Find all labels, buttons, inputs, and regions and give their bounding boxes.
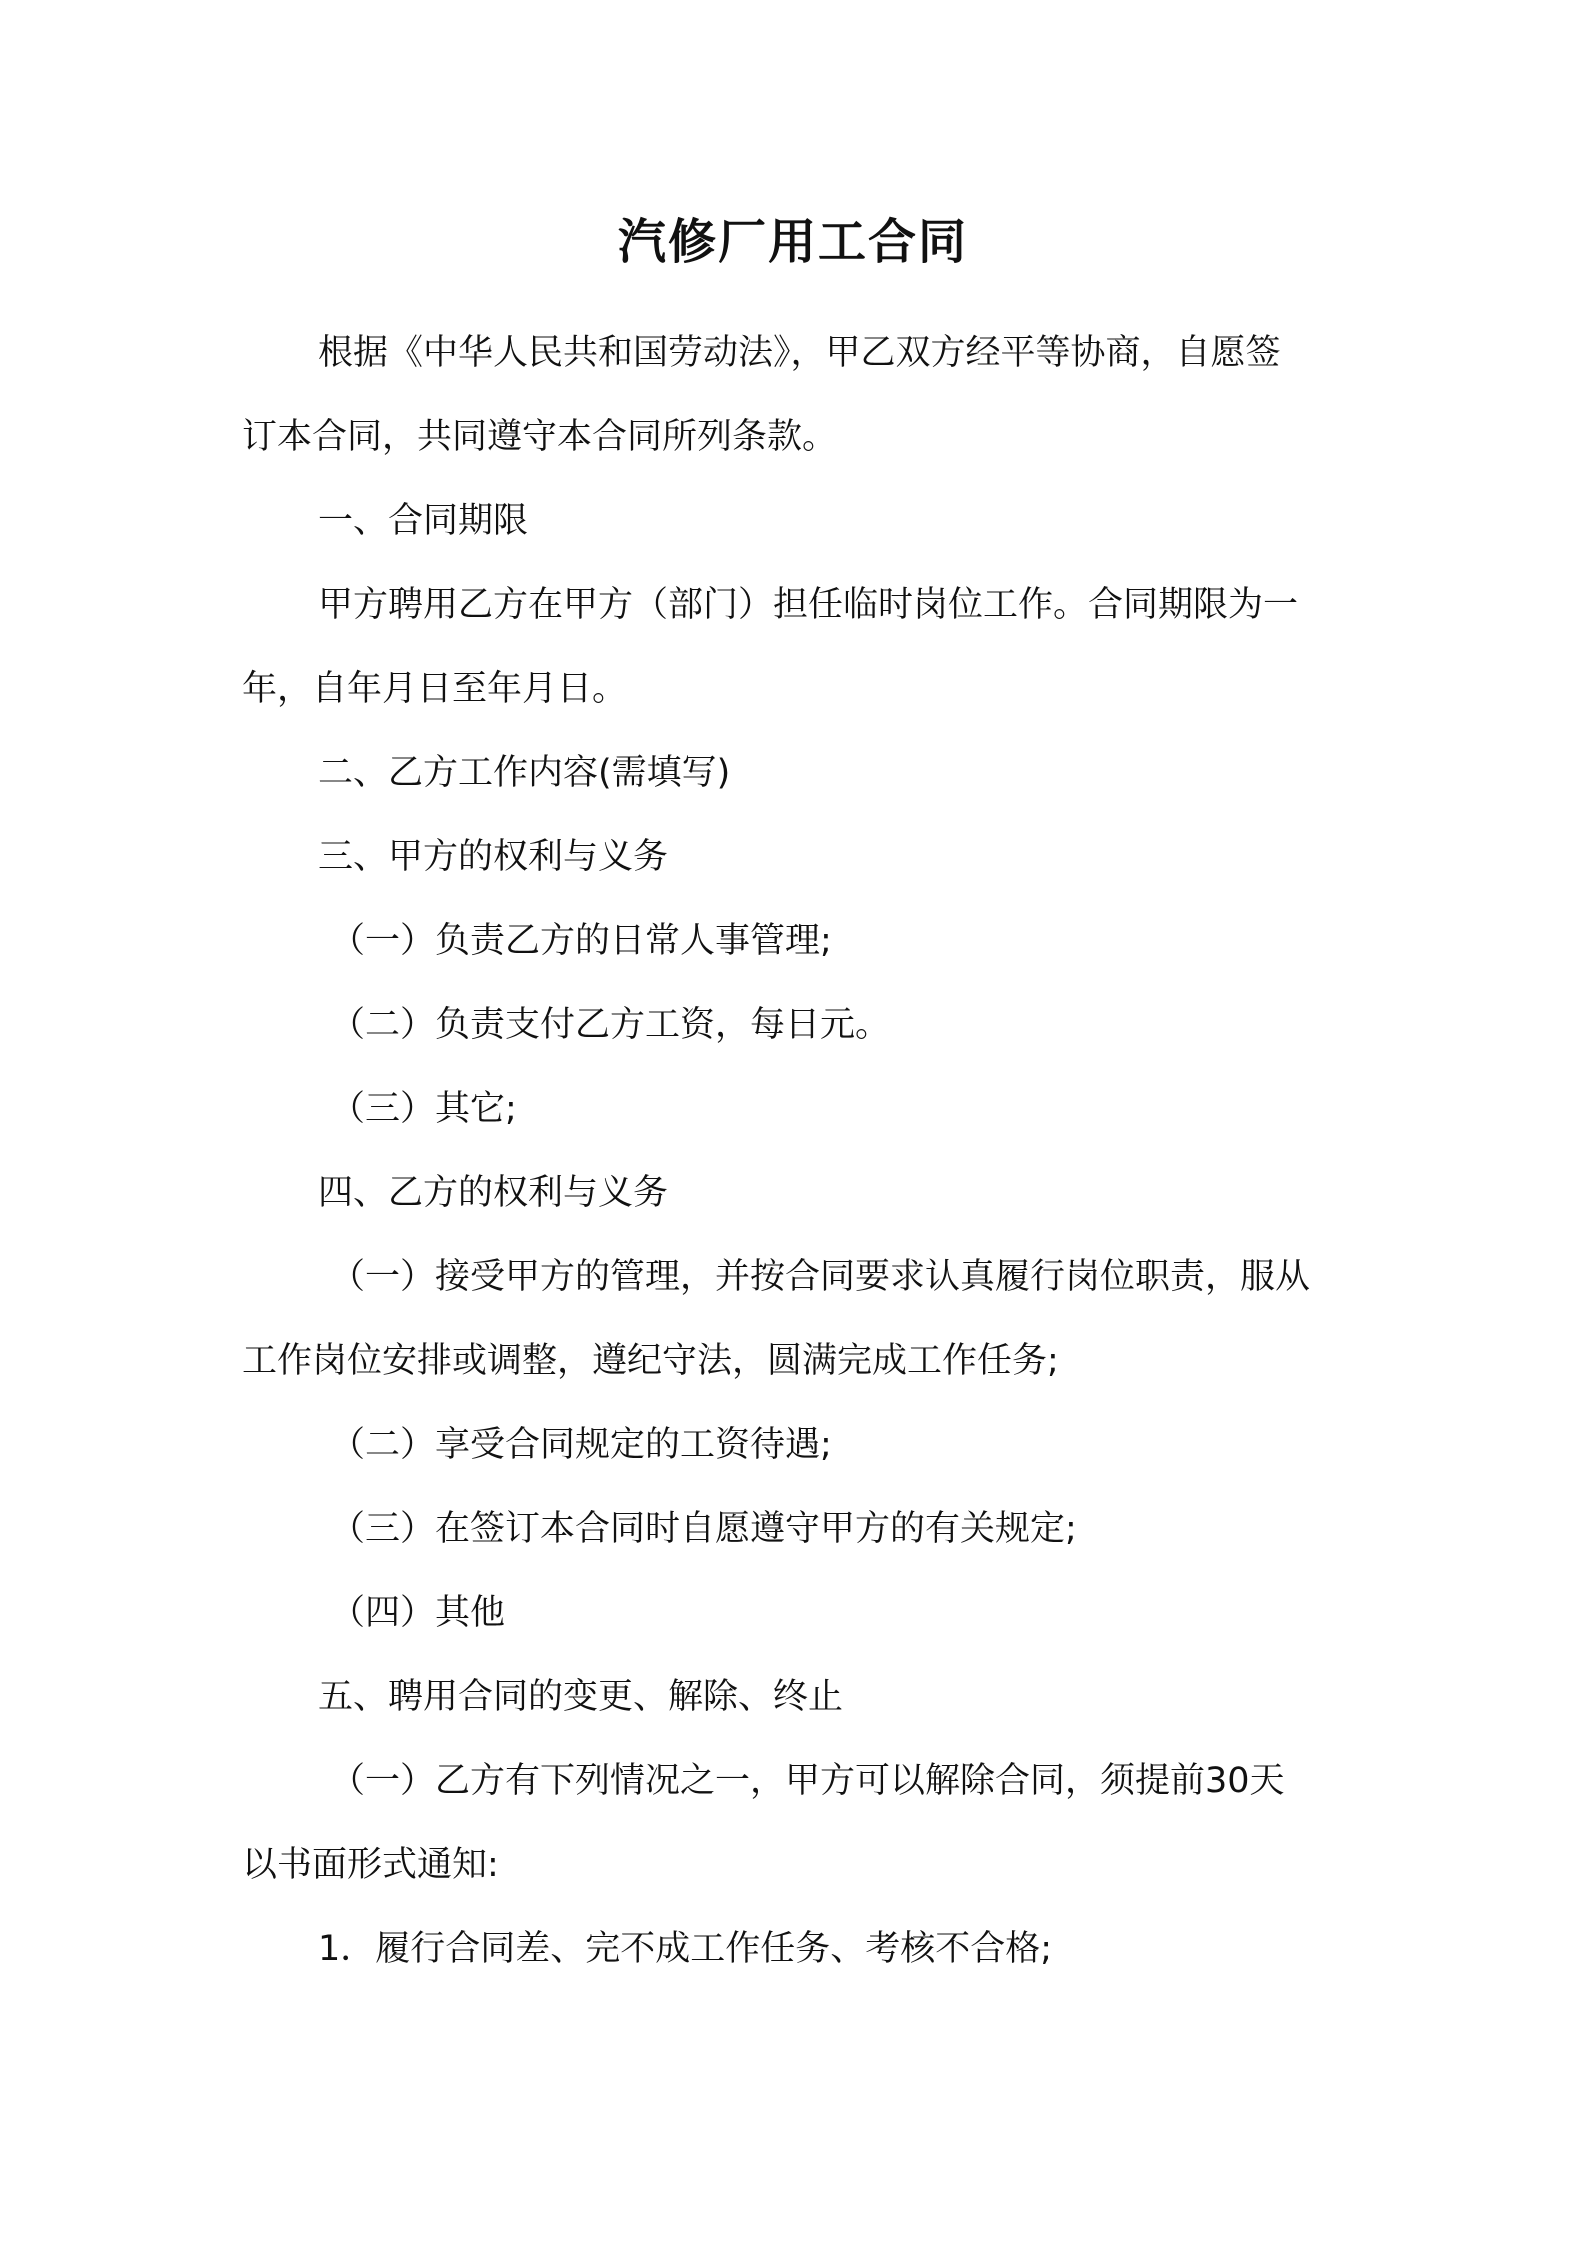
list-item: （二）享受合同规定的工资待遇;	[330, 1425, 832, 1465]
paragraph-line: 工作岗位安排或调整，遵纪守法，圆满完成工作任务;	[242, 1341, 1059, 1381]
section-heading: 二、乙方工作内容(需填写)	[318, 753, 731, 793]
section-heading: 五、聘用合同的变更、解除、终止	[318, 1677, 844, 1717]
section-heading: 三、甲方的权利与义务	[318, 837, 669, 877]
paragraph-line: 根据《中华人民共和国劳动法》，甲乙双方经平等协商，自愿签	[318, 333, 1281, 373]
section-heading: 一、合同期限	[318, 501, 529, 541]
list-item: （四）其他	[330, 1593, 506, 1633]
list-item: （二）负责支付乙方工资，每日元。	[330, 1005, 891, 1045]
paragraph-line: 订本合同，共同遵守本合同所列条款。	[242, 417, 838, 457]
list-item: （一）乙方有下列情况之一，甲方可以解除合同，须提前30天	[330, 1761, 1285, 1801]
list-item: （三）其它;	[330, 1089, 517, 1129]
section-heading: 四、乙方的权利与义务	[318, 1173, 669, 1213]
list-item: 1．履行合同差、完不成工作任务、考核不合格;	[318, 1929, 1053, 1969]
document-title: 汽修厂用工合同	[617, 214, 968, 270]
list-item: （一）负责乙方的日常人事管理;	[330, 921, 832, 961]
paragraph-line: 年，自年月日至年月日。	[242, 669, 628, 709]
list-item: （三）在签订本合同时自愿遵守甲方的有关规定;	[330, 1509, 1077, 1549]
paragraph-line: 甲方聘用乙方在甲方（部门）担任临时岗位工作。合同期限为一	[318, 585, 1299, 625]
paragraph-line: 以书面形式通知:	[242, 1845, 499, 1885]
list-item: （一）接受甲方的管理，并按合同要求认真履行岗位职责，服从	[330, 1257, 1311, 1297]
